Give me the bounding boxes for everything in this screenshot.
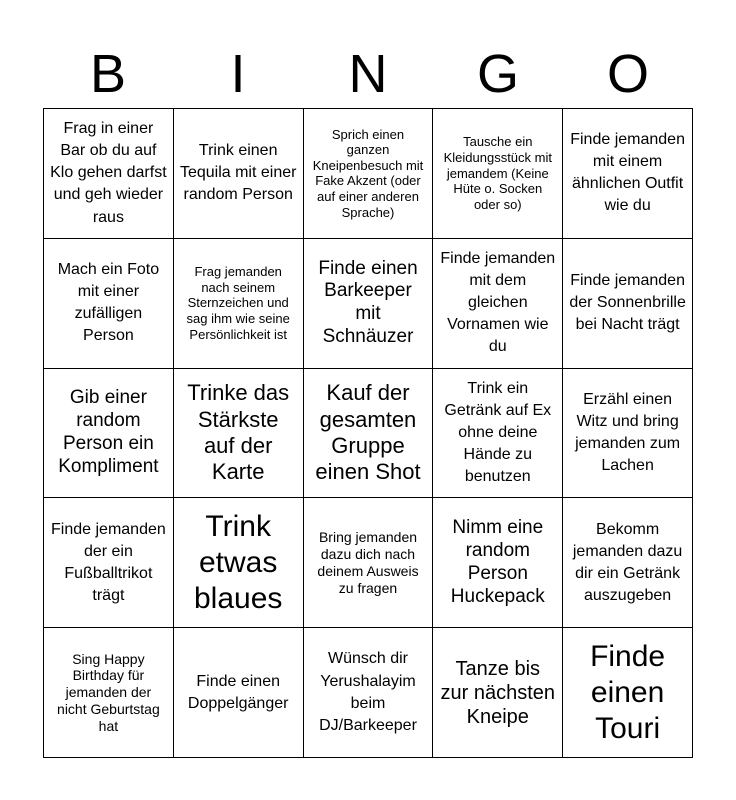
bingo-title: [43, 42, 693, 106]
bingo-cell[interactable]: Kauf der gesamten Gruppe einen Shot: [304, 369, 434, 499]
title-letter-o: O: [606, 44, 649, 104]
bingo-cell[interactable]: Finde jemanden der ein Fußballtrikot trägt: [44, 498, 174, 628]
bingo-cell[interactable]: Sprich einen ganzen Kneipenbesuch mit Fake Akzent (oder auf einer anderen Sprache): [304, 109, 434, 239]
bingo-cell[interactable]: Finde einen Touri: [563, 628, 693, 758]
bingo-grid: [43, 108, 693, 758]
title-letter-i: I: [230, 44, 246, 104]
bingo-cell[interactable]: Mach ein Foto mit einer zufälligen Person: [44, 239, 174, 369]
title-letter-g: G: [476, 44, 519, 104]
bingo-cell[interactable]: Gib einer random Person ein Kompliment: [44, 369, 174, 499]
bingo-cell[interactable]: Tanze bis zur nächsten Kneipe: [433, 628, 563, 758]
bingo-cell[interactable]: Erzähl einen Witz und bring jemanden zum Lachen: [563, 369, 693, 499]
bingo-cell[interactable]: Nimm eine random Person Huckepack: [433, 498, 563, 628]
bingo-cell[interactable]: Finde jemanden mit einem ähnlichen Outfit wie du: [563, 109, 693, 239]
bingo-cell[interactable]: Bring jemanden dazu dich nach deinem Ausweis zu fragen: [304, 498, 434, 628]
bingo-cell[interactable]: Finde einen Barkeeper mit Schnäuzer: [304, 239, 434, 369]
bingo-cell[interactable]: Trink einen Tequila mit einer random Person: [174, 109, 304, 239]
bingo-cell[interactable]: Frag in einer Bar ob du auf Klo gehen darfst und geh wieder raus: [44, 109, 174, 239]
title-letter-n: N: [348, 44, 388, 104]
bingo-cell[interactable]: Finde jemanden mit dem gleichen Vornamen wie du: [433, 239, 563, 369]
bingo-cell[interactable]: Bekomm jemanden dazu dir ein Getränk auszugeben: [563, 498, 693, 628]
title-letter-b: B: [89, 44, 127, 104]
bingo-cell[interactable]: Finde jemanden der Sonnenbrille bei Nacht trägt: [563, 239, 693, 369]
bingo-cell[interactable]: Sing Happy Birthday für jemanden der nicht Geburtstag hat: [44, 628, 174, 758]
bingo-cell[interactable]: Finde einen Doppelgänger: [174, 628, 304, 758]
bingo-cell[interactable]: Tausche ein Kleidungsstück mit jemandem (Keine Hüte o. Socken oder so): [433, 109, 563, 239]
bingo-cell[interactable]: Wünsch dir Yerushalayim beim DJ/Barkeeper: [304, 628, 434, 758]
bingo-cell[interactable]: Trink ein Getränk auf Ex ohne deine Hände zu benutzen: [433, 369, 563, 499]
bingo-cell[interactable]: Trink etwas blaues: [174, 498, 304, 628]
bingo-cell[interactable]: Frag jemanden nach seinem Sternzeichen und sag ihm wie seine Persönlichkeit ist: [174, 239, 304, 369]
bingo-cell[interactable]: Trinke das Stärkste auf der Karte: [174, 369, 304, 499]
